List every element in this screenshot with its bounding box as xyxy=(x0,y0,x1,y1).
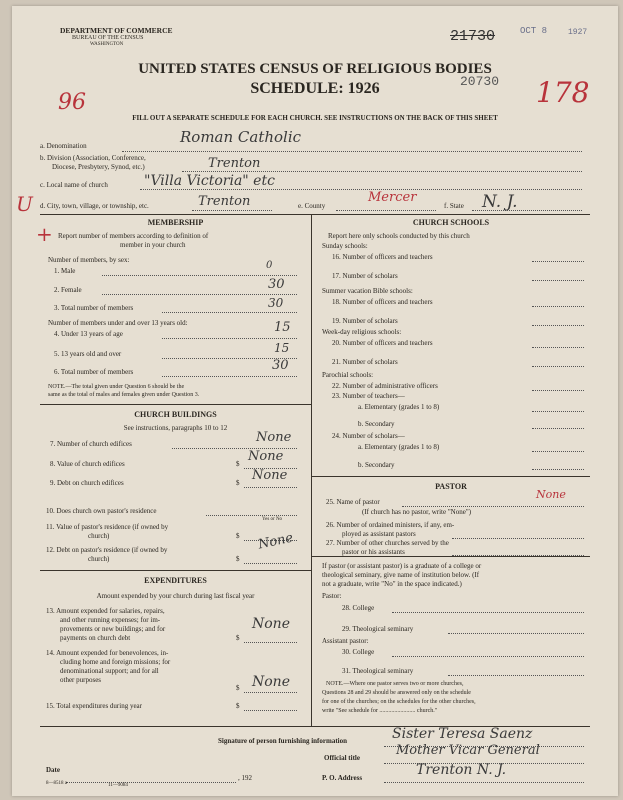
date-line xyxy=(66,782,236,783)
q27-label-2: pastor or his assistants xyxy=(342,548,405,556)
schedule-title: SCHEDULE: 1926 xyxy=(250,80,380,97)
pastor-note-2: Questions 28 and 29 should be answered only on the schedule xyxy=(322,690,471,696)
city-label: d. City, town, village, or township, etc. xyxy=(40,202,149,210)
age-heading: Number of members under and over 13 years old: xyxy=(48,319,188,327)
city-label: WASHINGTON xyxy=(90,42,124,47)
q3-label: 3. Total number of members xyxy=(54,304,134,312)
q16-label: 16. Number of officers and teachers xyxy=(332,253,433,261)
q10-line xyxy=(206,515,297,516)
q23b-line xyxy=(532,428,584,429)
division-value: Trenton xyxy=(208,156,261,171)
q20-line xyxy=(532,347,584,348)
local-name-value: "Villa Victoria" etc xyxy=(144,173,275,189)
q25-value: None xyxy=(536,488,566,501)
rule-expenditures xyxy=(40,570,311,571)
received-stamp-year: 1927 xyxy=(568,28,588,37)
q27-line xyxy=(452,555,584,556)
county-label: e. County xyxy=(298,202,326,210)
summer-schools-label: Summer vacation Bible schools: xyxy=(322,287,413,295)
census-schedule-sheet xyxy=(12,6,618,796)
q7-label: 7. Number of church edifices xyxy=(50,440,132,448)
buildings-title: CHURCH BUILDINGS xyxy=(134,410,217,419)
denomination-value: Roman Catholic xyxy=(180,128,302,146)
q14-dollar: $ xyxy=(236,684,240,692)
q31-label: 31. Theological seminary xyxy=(342,667,414,675)
official-title-label: Official title xyxy=(324,754,360,762)
q25-line xyxy=(402,506,584,507)
q11-12-value: None xyxy=(256,530,295,553)
q9-value: None xyxy=(252,468,288,483)
state-label: f. State xyxy=(444,202,464,210)
received-stamp-date: OCT 8 xyxy=(520,26,548,36)
q14-label-2: cluding home and foreign missions; for xyxy=(60,658,171,666)
q13-dollar: $ xyxy=(236,634,240,642)
q13-label-2: and other running expenses; for im- xyxy=(60,616,161,624)
division-line xyxy=(182,171,582,172)
q29-line xyxy=(448,633,584,634)
division-label-2: Diocese, Presbytery, Synod, etc.) xyxy=(52,163,145,171)
q24b-label: b. Secondary xyxy=(358,461,395,469)
q4-value: 15 xyxy=(274,320,291,335)
q8-dollar: $ xyxy=(236,460,240,468)
q5-label: 5. 13 years old and over xyxy=(54,350,122,358)
local-name-line xyxy=(140,189,582,190)
q1-line xyxy=(102,275,297,276)
county-line xyxy=(336,210,436,211)
bureau-label: BUREAU OF THE CENSUS xyxy=(72,35,144,41)
q11-dollar: $ xyxy=(236,532,240,540)
q15-line xyxy=(244,710,297,711)
q14-line xyxy=(244,692,297,693)
county-value: Mercer xyxy=(368,190,417,205)
q23a-line xyxy=(532,411,584,412)
q28-label: 28. College xyxy=(342,604,375,612)
q6-line xyxy=(162,376,297,377)
q6-label: 6. Total number of members xyxy=(54,368,134,376)
membership-note-1: NOTE.—The total given under Question 6 should be the xyxy=(48,384,185,390)
membership-intro-1: Report number of members according to definition of xyxy=(58,232,209,240)
q18-line xyxy=(532,306,584,307)
q12-label-1: 12. Debt on pastor's residence (if owned by xyxy=(46,546,168,554)
q25-note: (If church has no pastor, write "None") xyxy=(362,508,472,516)
q18-label: 18. Number of officers and teachers xyxy=(332,298,433,306)
q16-line xyxy=(532,261,584,262)
q9-label: 9. Debt on church edifices xyxy=(50,479,124,487)
q23-label: 23. Number of teachers— xyxy=(332,392,405,400)
q12-line xyxy=(244,563,297,564)
q13-line xyxy=(244,642,297,643)
assistant-subheading: Assistant pastor: xyxy=(322,637,369,645)
date-year: , 192 xyxy=(238,774,252,782)
q9-line xyxy=(244,487,297,488)
q22-line xyxy=(532,390,584,391)
q4-label: 4. Under 13 years of age xyxy=(54,330,123,338)
signature-value: Sister Teresa Saenz xyxy=(392,726,533,742)
local-name-label: c. Local name of church xyxy=(40,181,108,189)
q30-line xyxy=(392,656,584,657)
q12-label-2: church) xyxy=(88,555,110,563)
q7-value: None xyxy=(256,430,292,445)
q19-label: 19. Number of scholars xyxy=(332,317,398,325)
po-address-label: P. O. Address xyxy=(322,774,363,782)
pastor-note-1: NOTE.—Where one pastor serves two or more churches, xyxy=(326,681,464,687)
q17-line xyxy=(532,280,584,281)
q15-label: 15. Total expenditures during year xyxy=(46,702,142,710)
red-cross-mark: + xyxy=(36,222,53,246)
rule-buildings xyxy=(40,404,311,405)
q13-label-1: 13. Amount expended for salaries, repairs, xyxy=(46,607,165,615)
q2-label: 2. Female xyxy=(54,286,82,294)
margin-mark: U xyxy=(16,192,33,216)
department-label: DEPARTMENT OF COMMERCE xyxy=(60,26,173,35)
membership-title: MEMBERSHIP xyxy=(147,218,204,227)
q9-dollar: $ xyxy=(236,479,240,487)
state-value: N. J. xyxy=(482,192,518,212)
q8-label: 8. Value of church edifices xyxy=(50,460,125,468)
q11-label-2: church) xyxy=(88,532,110,540)
q30-label: 30. College xyxy=(342,648,375,656)
graduate-note-3: not a graduate, write "No" in the space indicated.) xyxy=(322,580,462,588)
date-label: Date xyxy=(46,766,60,774)
rule-graduate xyxy=(311,556,590,557)
q13-label-4: payments on church debt xyxy=(60,634,131,642)
weekday-schools-label: Week-day religious schools: xyxy=(322,328,402,336)
q24a-line xyxy=(532,451,584,452)
schools-intro: Report here only schools conducted by this church xyxy=(328,232,470,240)
form-title: UNITED STATES CENSUS OF RELIGIOUS BODIES xyxy=(138,61,492,77)
q21-label: 21. Number of scholars xyxy=(332,358,398,366)
pastor-note-4: write "See schedule for ........................ church." xyxy=(322,708,438,714)
q2-value: 30 xyxy=(268,277,285,292)
top-rule xyxy=(40,214,590,215)
pastor-note-3: for one of the churches; on the schedules for the other churches, xyxy=(322,699,476,705)
buildings-subtitle: See instructions, paragraphs 10 to 12 xyxy=(123,424,228,432)
q1-value: 0 xyxy=(266,260,273,271)
q14-label-4: other purposes xyxy=(60,676,102,684)
q4-line xyxy=(162,338,297,339)
po-address-line xyxy=(384,782,584,783)
q26-label-1: 26. Number of ordained ministers, if any, em- xyxy=(326,521,455,529)
q26-label-2: ployed as assistant pastors xyxy=(342,530,416,538)
q31-line xyxy=(448,675,584,676)
q1-label: 1. Male xyxy=(54,267,76,275)
division-label-1: b. Division (Association, Conference, xyxy=(40,154,146,162)
q24-label: 24. Number of scholars— xyxy=(332,432,405,440)
q3-value: 30 xyxy=(268,296,284,310)
q23b-label: b. Secondary xyxy=(358,420,395,428)
q24b-line xyxy=(532,469,584,470)
q14-value: None xyxy=(252,674,290,690)
q3-line xyxy=(162,312,297,313)
q19-line xyxy=(532,325,584,326)
q17-label: 17. Number of scholars xyxy=(332,272,398,280)
parochial-schools-label: Parochial schools: xyxy=(322,371,374,379)
expenditures-title: EXPENDITURES xyxy=(144,576,207,585)
q21-line xyxy=(532,366,584,367)
q11-label-1: 11. Value of pastor's residence (if owned by xyxy=(46,523,169,531)
expenditures-subtitle: Amount expended by your church during last fiscal year xyxy=(96,592,255,600)
official-title-value: Mother Vicar General xyxy=(396,743,540,758)
pastor-subheading: Pastor: xyxy=(322,592,342,600)
by-sex-label: Number of members, by sex: xyxy=(48,256,130,264)
membership-note-2: same as the total of males and females given under Question 3. xyxy=(48,392,200,398)
q27-label-1: 27. Number of other churches served by the xyxy=(326,539,449,547)
q14-label-3: denominational support; and for all xyxy=(60,667,159,675)
q5-value: 15 xyxy=(274,341,290,355)
form-code-2: 11—9084 xyxy=(108,783,128,788)
graduate-note-1: If pastor (or assistant pastor) is a graduate of a college or xyxy=(322,562,482,570)
q15-dollar: $ xyxy=(236,702,240,710)
stamp-number: 20730 xyxy=(460,74,500,89)
q23a-label: a. Elementary (grades 1 to 8) xyxy=(358,403,440,411)
city-line xyxy=(192,210,272,211)
q29-label: 29. Theological seminary xyxy=(342,625,414,633)
q26-line xyxy=(452,538,584,539)
handwritten-number-left: 96 xyxy=(58,90,86,115)
q24a-label: a. Elementary (grades 1 to 8) xyxy=(358,443,440,451)
yes-no-hint: Yes or No xyxy=(262,517,283,522)
q13-value: None xyxy=(252,616,290,632)
instruction-line: FILL OUT A SEPARATE SCHEDULE FOR EACH CHURCH. SEE INSTRUCTIONS ON THE BACK OF THIS SHEET xyxy=(132,114,498,122)
denomination-line xyxy=(122,151,582,152)
denomination-label: a. Denomination xyxy=(40,142,87,150)
handwritten-number-right: 178 xyxy=(536,76,590,109)
q8-value: None xyxy=(248,449,284,464)
q25-label: 25. Name of pastor xyxy=(326,498,380,506)
rule-pastor xyxy=(311,476,590,477)
q12-dollar: $ xyxy=(236,555,240,563)
q2-line xyxy=(102,294,297,295)
schools-title: CHURCH SCHOOLS xyxy=(412,218,490,227)
po-address-value: Trenton N. J. xyxy=(416,762,507,778)
membership-intro-2: member in your church xyxy=(120,241,186,249)
q14-label-1: 14. Amount expended for benevolences, in- xyxy=(46,649,169,657)
q20-label: 20. Number of officers and teachers xyxy=(332,339,433,347)
center-divider xyxy=(311,214,312,726)
q10-label: 10. Does church own pastor's residence xyxy=(46,507,157,515)
q6-value: 30 xyxy=(272,358,289,373)
signature-label: Signature of person furnishing information xyxy=(218,737,347,745)
city-value: Trenton xyxy=(198,194,251,209)
q28-line xyxy=(392,612,584,613)
q13-label-3: provements or new buildings; and for xyxy=(60,625,166,633)
graduate-note-2: theological seminary, give name of institution below. (If xyxy=(322,571,480,579)
sunday-schools-label: Sunday schools: xyxy=(322,242,368,250)
pastor-title: PASTOR xyxy=(435,482,467,491)
q22-label: 22. Number of administrative officers xyxy=(332,382,438,390)
form-code-1: 8—8518 a xyxy=(46,781,67,786)
form-number: 21730 xyxy=(450,28,496,45)
